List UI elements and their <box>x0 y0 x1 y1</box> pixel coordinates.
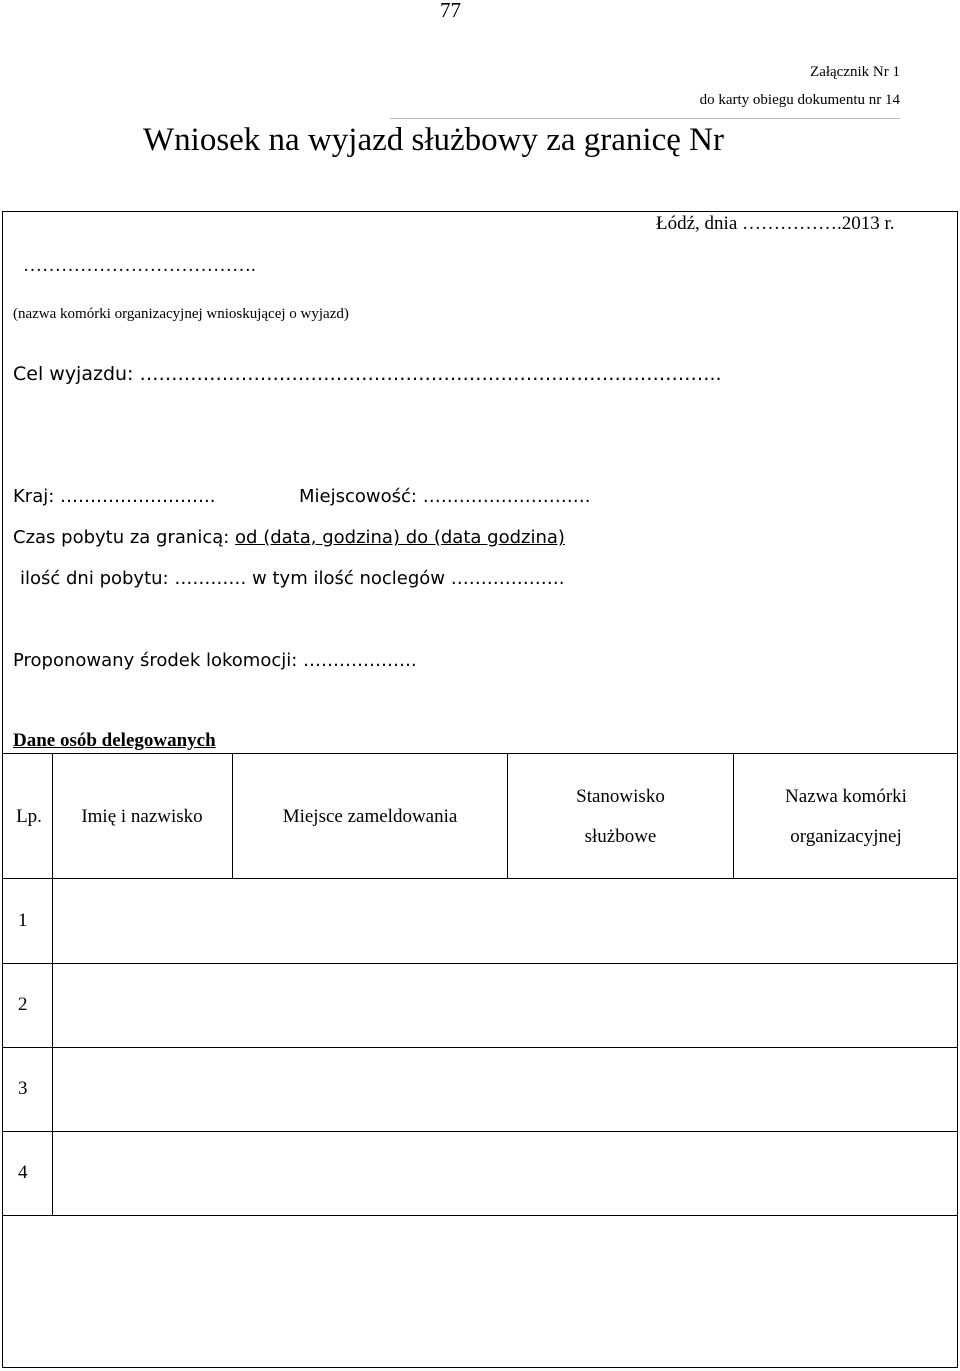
page-number: 77 <box>440 0 461 22</box>
row-number: 3 <box>18 1078 28 1099</box>
annex-label: Załącznik Nr 1 <box>810 64 900 80</box>
stay-days-field[interactable]: ilość dni pobytu: ………… w tym ilość noclegów ………………. <box>20 568 565 589</box>
unit-name-field[interactable]: ………………………………. <box>23 255 256 276</box>
purpose-field[interactable]: Cel wyjazdu: ……………………………………………………………………………….. <box>13 363 722 385</box>
city-field[interactable]: Miejscowość: ………………………. <box>299 486 591 507</box>
stay-time-label: Czas pobytu za granicą: <box>13 527 236 548</box>
header-unit-line2: organizacyjnej <box>790 826 902 847</box>
header-position-line2: służbowe <box>584 826 657 847</box>
table-row-divider <box>2 1131 958 1132</box>
row-number: 2 <box>18 994 28 1015</box>
table-row-divider <box>2 878 958 879</box>
form-title: Wniosek na wyjazd służbowy za granicę Nr <box>143 122 724 158</box>
delegates-heading: Dane osób delegowanych <box>13 730 216 751</box>
transport-field[interactable]: Proponowany środek lokomocji: ………………. <box>13 650 417 671</box>
annex-reference: do karty obiegu dokumentu nr 14 <box>699 92 900 108</box>
header-rule <box>390 118 900 119</box>
table-row-divider <box>2 963 958 964</box>
header-lp: Lp. <box>16 806 42 827</box>
row-number: 4 <box>18 1162 28 1183</box>
header-residence: Miejsce zameldowania <box>282 806 458 827</box>
header-position-line1: Stanowisko <box>576 786 665 807</box>
country-field[interactable]: Kraj: …………………….. <box>13 486 216 507</box>
header-unit-line1: Nazwa komórki <box>785 786 907 807</box>
stay-time-range: od (data, godzina) do (data godzina) <box>235 527 565 548</box>
table-top-border <box>2 753 958 754</box>
table-row-divider <box>2 1047 958 1048</box>
row-number: 1 <box>18 910 28 931</box>
header-name: Imię i nazwisko <box>81 806 203 827</box>
stay-time-field[interactable] <box>13 527 565 548</box>
table-row-divider <box>2 1215 958 1216</box>
unit-name-caption: (nazwa komórki organizacyjnej wnioskującej o wyjazd) <box>13 306 349 322</box>
date-field[interactable]: Łódź, dnia …………….2013 r. <box>656 213 895 234</box>
